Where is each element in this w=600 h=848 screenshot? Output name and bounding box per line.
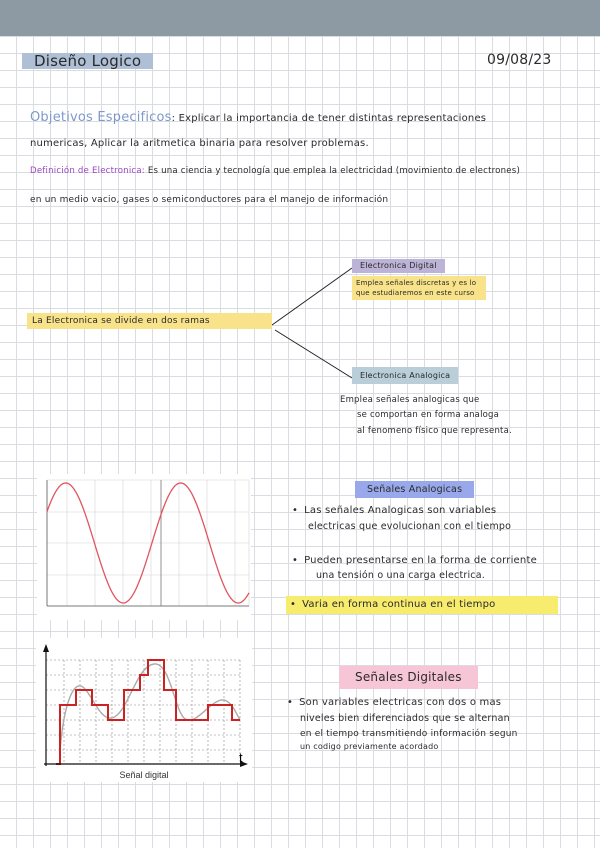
line-to-digital bbox=[272, 268, 352, 325]
digital-graph-caption: Señal digital bbox=[119, 770, 169, 780]
analogicas-bullet-1-line-2: electricas que evolucionan con el tiempo bbox=[308, 521, 512, 532]
analog-reference-curve bbox=[60, 664, 240, 750]
digital-branch-title: Electronica Digital bbox=[352, 259, 445, 273]
digital-signal-graph bbox=[36, 638, 252, 782]
division-main-label: La Electronica se divide en dos ramas bbox=[27, 313, 272, 329]
analog-branch-desc-1: Emplea señales analogicas que bbox=[340, 395, 480, 405]
page-title: Diseño Logico bbox=[22, 53, 153, 69]
time-axis-label: t bbox=[239, 750, 243, 765]
analogicas-bullet-3: • Varia en forma continua en el tiempo bbox=[286, 596, 558, 614]
digital-branch-description: Emplea señales discretas y es lo que estudiaremos en este curso bbox=[352, 276, 486, 300]
digital-step-signal bbox=[56, 660, 240, 764]
digitales-line-2: niveles bien diferenciados que se alternan bbox=[300, 713, 510, 724]
senales-analogicas-title: Señales Analogicas bbox=[355, 481, 474, 498]
digitales-line-1: • Son variables electricas con dos o mas bbox=[287, 696, 501, 710]
line-to-analog bbox=[275, 330, 352, 378]
analog-branch-desc-2: se comportan en forma analoga bbox=[357, 410, 500, 420]
definicion-label: Definición de Electronica: bbox=[30, 166, 145, 176]
objetivos-text-1: : Explicar la importancia de tener distintas representaciones bbox=[171, 113, 487, 124]
analogicas-bullet-1-line-1: • Las señales Analogicas son variables bbox=[292, 504, 496, 518]
y-axis-arrow bbox=[43, 644, 49, 652]
digitales-line-3: en el tiempo transmitiendo información segun bbox=[300, 729, 518, 739]
analog-branch-desc-3: al fenomeno físico que representa. bbox=[357, 426, 512, 436]
digitales-line-4: un codigo previamente acordado bbox=[300, 742, 439, 751]
analogicas-bullet-2-line-2: una tensión o una carga electrica. bbox=[316, 570, 485, 581]
analog-branch-title: Electronica Analogica bbox=[352, 367, 458, 384]
analogicas-bullet-2-line-1: • Pueden presentarse en la forma de corriente bbox=[292, 554, 537, 568]
analog-sine-graph bbox=[37, 474, 251, 620]
objetivos-label: Objetivos Especificos bbox=[30, 110, 172, 125]
senales-digitales-title: Señales Digitales bbox=[339, 666, 478, 689]
definicion-line-2: en un medio vacio, gases o semiconductores para el manejo de información bbox=[30, 195, 389, 205]
objetivos-line-2: numericas, Aplicar la aritmetica binaria para resolver problemas. bbox=[30, 138, 369, 149]
page-date: 09/08/23 bbox=[487, 52, 552, 68]
definicion-text-1: Es una ciencia y tecnología que emplea la electricidad (movimiento de electrones) bbox=[144, 166, 521, 176]
division-connector-lines bbox=[0, 0, 600, 400]
